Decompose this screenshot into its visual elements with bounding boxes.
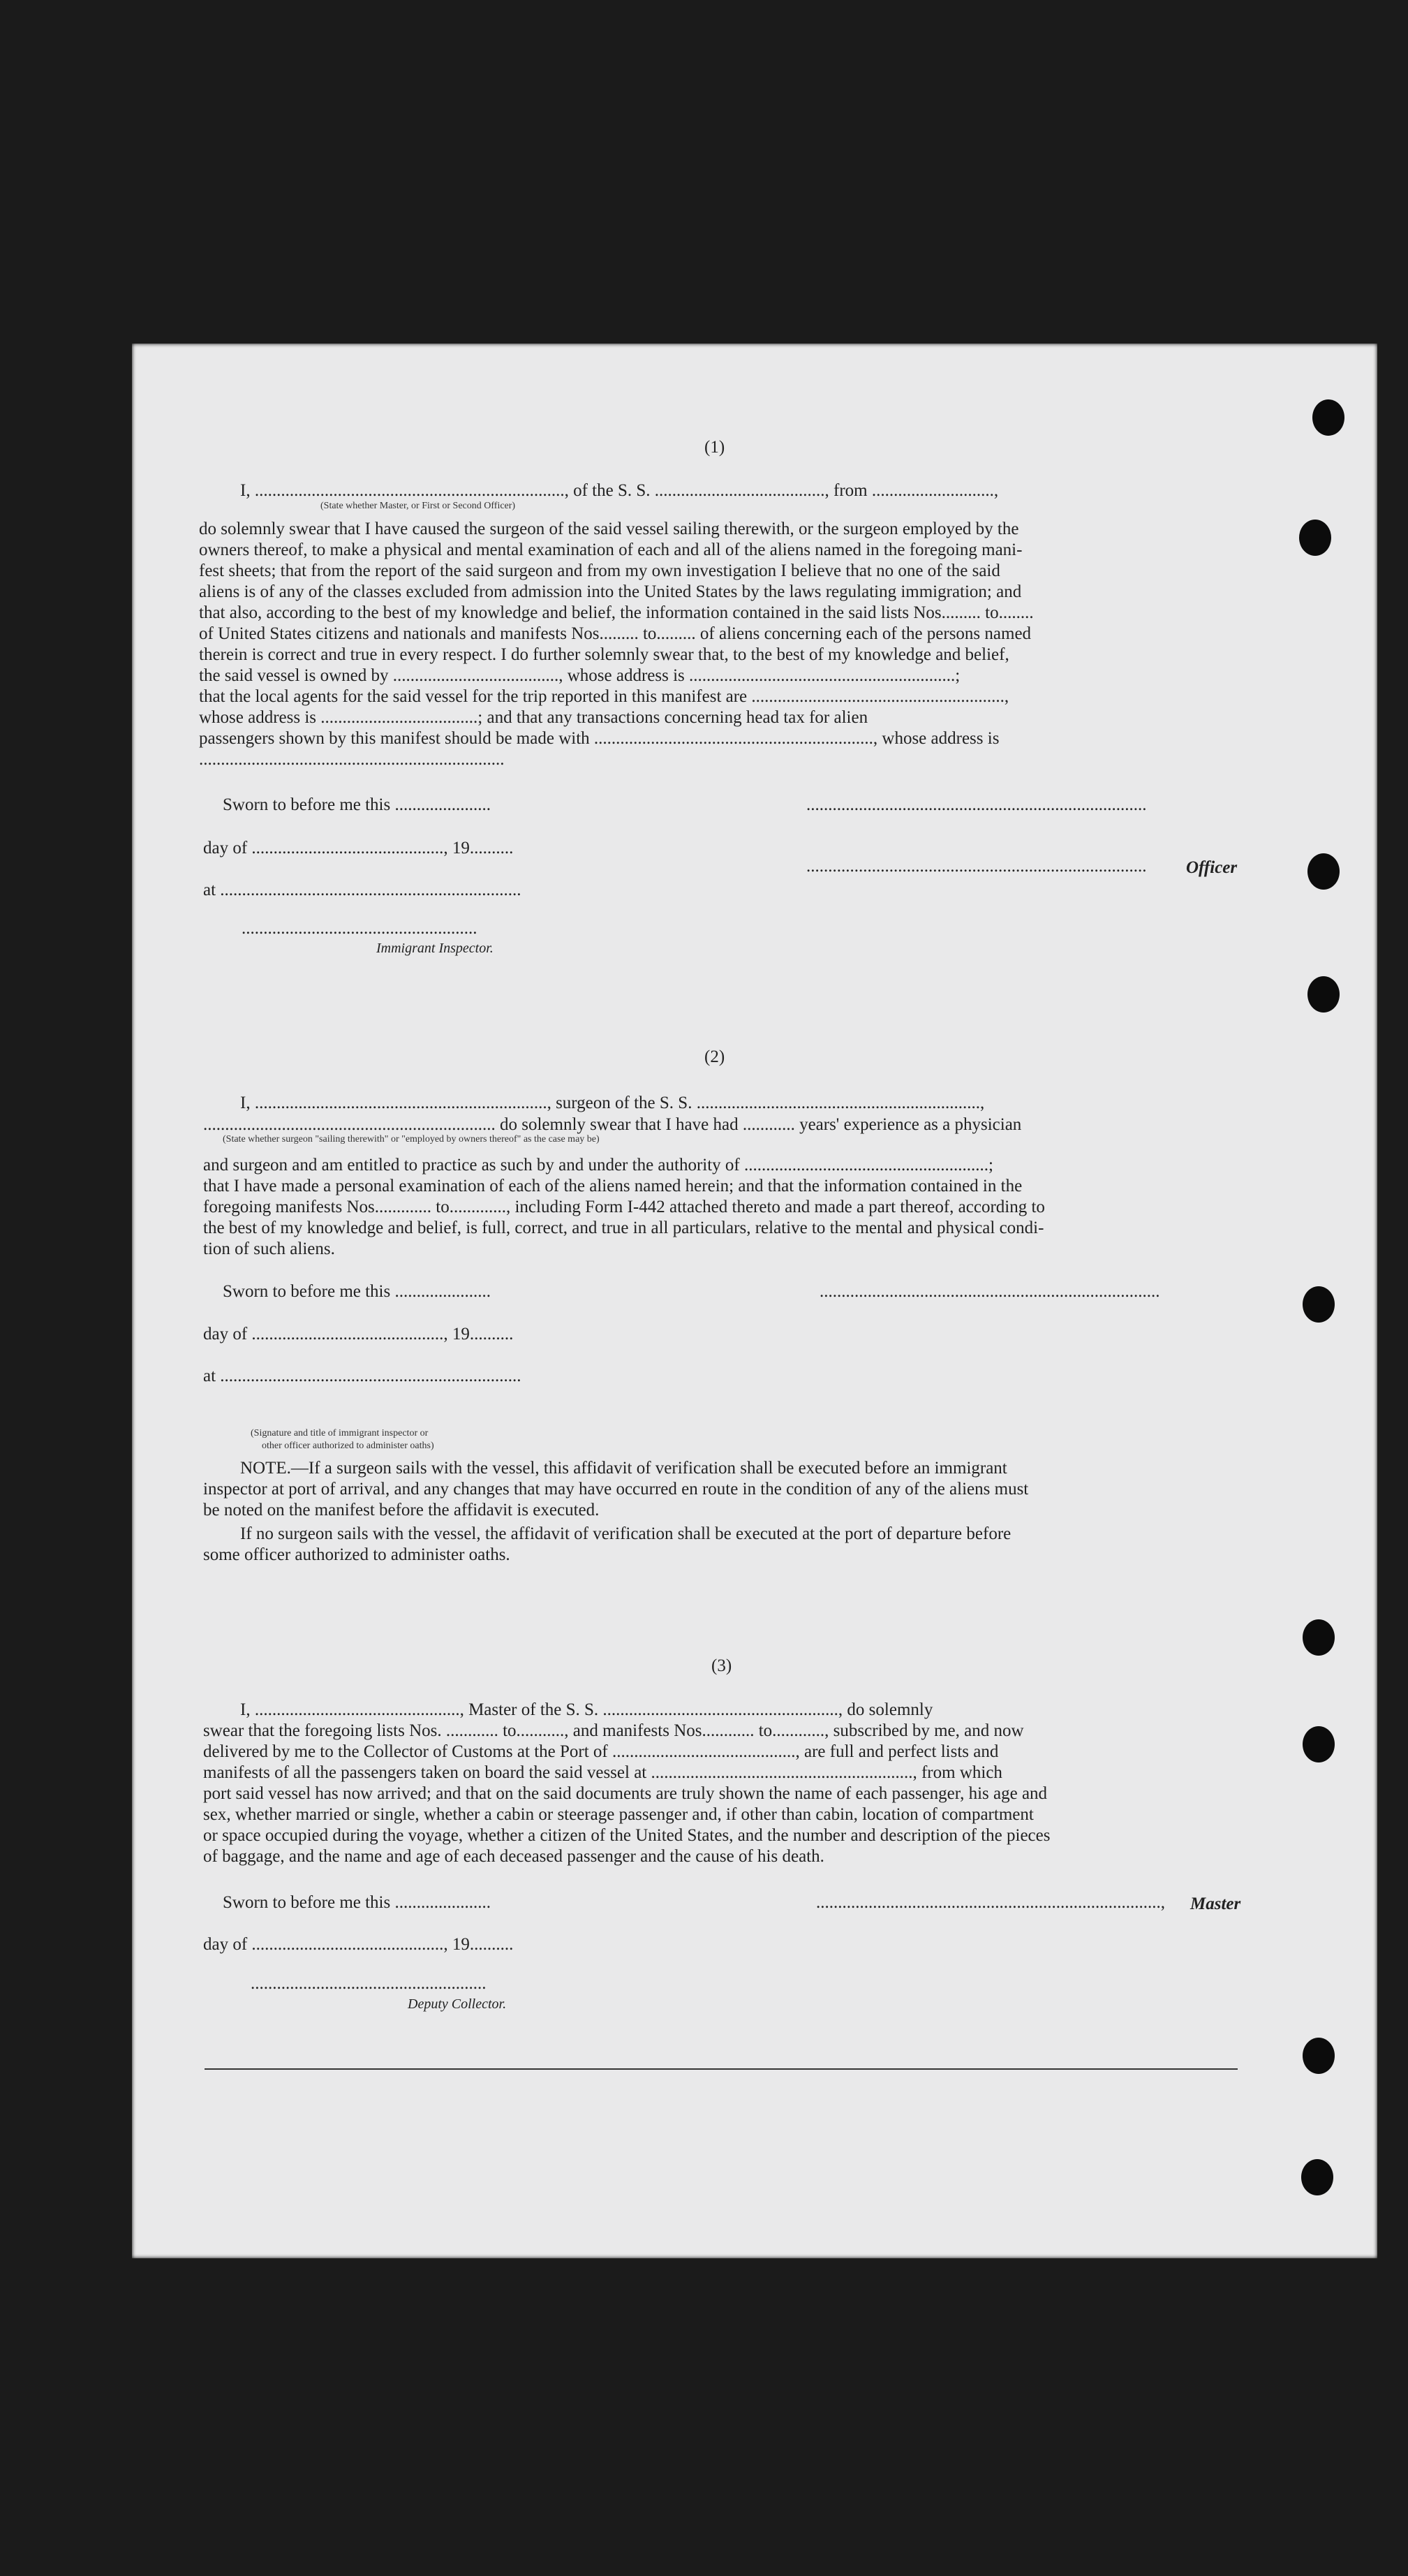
field-note: (State whether Master, or First or Second Officer) <box>320 501 516 511</box>
affidavit-line: that I have made a personal examination of each of the aliens named herein; and that the information contained in the <box>203 1177 1023 1195</box>
affidavit-line: fest sheets; that from the report of the said surgeon and from my own investigation I believe that no one of the said <box>199 561 1000 580</box>
signature-line: ..............................................................................., <box>816 1893 1165 1912</box>
officer-title: Officer <box>1186 858 1238 877</box>
master-title: Master <box>1190 1894 1241 1913</box>
affidavit-line: do solemnly swear that I have caused the surgeon of the said vessel sailing therewith, or the surgeon employed by the <box>199 520 1019 538</box>
sworn-line: Sworn to before me this ...................... <box>223 795 491 814</box>
affidavit-line: of baggage, and the name and age of each deceased passenger and the cause of his death. <box>203 1847 824 1866</box>
punch-hole <box>1303 2038 1335 2074</box>
note-line: NOTE.—If a surgeon sails with the vessel, this affidavit of verification shall be executed before an immigrant <box>240 1459 1007 1478</box>
punch-hole <box>1307 976 1340 1013</box>
at-line: at ..................................................................... <box>203 1367 521 1385</box>
signature-line: ...................................................... <box>251 1974 487 1993</box>
collector-title: Deputy Collector. <box>408 1996 507 2012</box>
signature-line: .............................................................................. <box>820 1282 1160 1301</box>
affidavit-line: owners thereof, to make a physical and mental examination of each and all of the aliens named in the foregoing mani- <box>199 540 1023 559</box>
affidavit-line: the said vessel is owned by ......................................, whose address is .............................................................; <box>199 666 961 685</box>
punch-hole <box>1303 1726 1335 1762</box>
note-line: some officer authorized to administer oaths. <box>203 1545 510 1564</box>
affidavit-line: ................................................................... do solemnly swear that I have had ............ years' experience as a physician <box>203 1115 1022 1134</box>
affidavit-line: port said vessel has now arrived; and that on the said documents are truly shown the name of each passenger, his age and <box>203 1784 1048 1803</box>
affidavit-line: and surgeon and am entitled to practice as such by and under the authority of ........................................................; <box>203 1156 993 1175</box>
section-number: (3) <box>711 1656 732 1675</box>
affidavit-line: aliens is of any of the classes excluded from admission into the United States by the laws regulating immigration; and <box>199 582 1022 601</box>
affidavit-line: foregoing manifests Nos............. to............., including Form I-442 attached thereto and made a part thereof, according to <box>203 1198 1045 1216</box>
affidavit-line: I, ..............................................., Master of the S. S. ......................................................, do solemnly <box>240 1700 933 1719</box>
at-line: at ..................................................................... <box>203 881 521 899</box>
affidavit-line: that also, according to the best of my knowledge and belief, the information contained in the said lists Nos......... to........ <box>199 603 1034 622</box>
affidavit-line: whose address is ....................................; and that any transactions concerning head tax for alien <box>199 708 868 727</box>
punch-hole <box>1303 1619 1335 1656</box>
punch-hole <box>1312 399 1344 436</box>
affidavit-line: I, ......................................................................., of the S. S. ......................................., from ............................, <box>240 481 999 500</box>
note-line: inspector at port of arrival, and any changes that may have occurred en route in the condition of any of the aliens must <box>203 1480 1029 1499</box>
affidavit-line: sex, whether married or single, whether a cabin or steerage passenger and, if other than cabin, location of compartment <box>203 1805 1034 1824</box>
signature-line: .............................................................................. <box>806 857 1147 876</box>
affidavit-line: the best of my knowledge and belief, is full, correct, and true in all particulars, relative to the mental and physical condi- <box>203 1219 1044 1237</box>
punch-hole <box>1299 520 1331 556</box>
day-line: day of ............................................, 19.......... <box>203 1325 514 1344</box>
affidavit-line: tion of such aliens. <box>203 1239 335 1258</box>
note-line: If no surgeon sails with the vessel, the affidavit of verification shall be executed at the port of departure before <box>240 1524 1011 1543</box>
signature-line: ...................................................... <box>242 919 477 938</box>
bottom-rule <box>205 2068 1238 2070</box>
sworn-line: Sworn to before me this ...................... <box>223 1893 491 1912</box>
affidavit-line: delivered by me to the Collector of Customs at the Port of .........................................., are full and perfect lists and <box>203 1742 999 1761</box>
signature-note: other officer authorized to administer oaths) <box>262 1441 434 1451</box>
affidavit-line: I, ..................................................................., surgeon of the S. S. ................................................................., <box>240 1094 985 1112</box>
note-line: be noted on the manifest before the affidavit is executed. <box>203 1501 600 1519</box>
section-number: (2) <box>704 1047 725 1066</box>
section-number: (1) <box>704 438 725 457</box>
affidavit-line: ...................................................................... <box>199 750 505 769</box>
signature-note: (Signature and title of immigrant inspector or <box>251 1428 429 1438</box>
punch-hole <box>1307 853 1340 890</box>
punch-hole <box>1303 1286 1335 1323</box>
signature-line: .............................................................................. <box>806 795 1147 814</box>
sworn-line: Sworn to before me this ...................... <box>223 1282 491 1301</box>
punch-hole <box>1301 2159 1333 2195</box>
affidavit-line: passengers shown by this manifest should be made with ................................................................, whose address is <box>199 729 1000 748</box>
affidavit-line: or space occupied during the voyage, whether a citizen of the United States, and the number and description of the pieces <box>203 1826 1051 1845</box>
affidavit-line: swear that the foregoing lists Nos. ............ to..........., and manifests Nos............ to............, subscribed by me, and now <box>203 1721 1024 1740</box>
day-line: day of ............................................, 19.......... <box>203 1935 514 1954</box>
affidavit-line: that the local agents for the said vessel for the trip reported in this manifest are .........................................................., <box>199 687 1009 706</box>
inspector-title: Immigrant Inspector. <box>376 941 494 956</box>
day-line: day of ............................................, 19.......... <box>203 839 514 858</box>
field-note: (State whether surgeon "sailing therewith" or "employed by owners thereof" as the case may be) <box>223 1134 600 1145</box>
manifest-page <box>132 344 1377 2258</box>
affidavit-line: therein is correct and true in every respect. I do further solemnly swear that, to the best of my knowledge and belief, <box>199 645 1009 664</box>
affidavit-line: manifests of all the passengers taken on board the said vessel at ............................................................, from which <box>203 1763 1002 1782</box>
affidavit-line: of United States citizens and nationals and manifests Nos......... to......... of aliens concerning each of the persons named <box>199 624 1032 643</box>
